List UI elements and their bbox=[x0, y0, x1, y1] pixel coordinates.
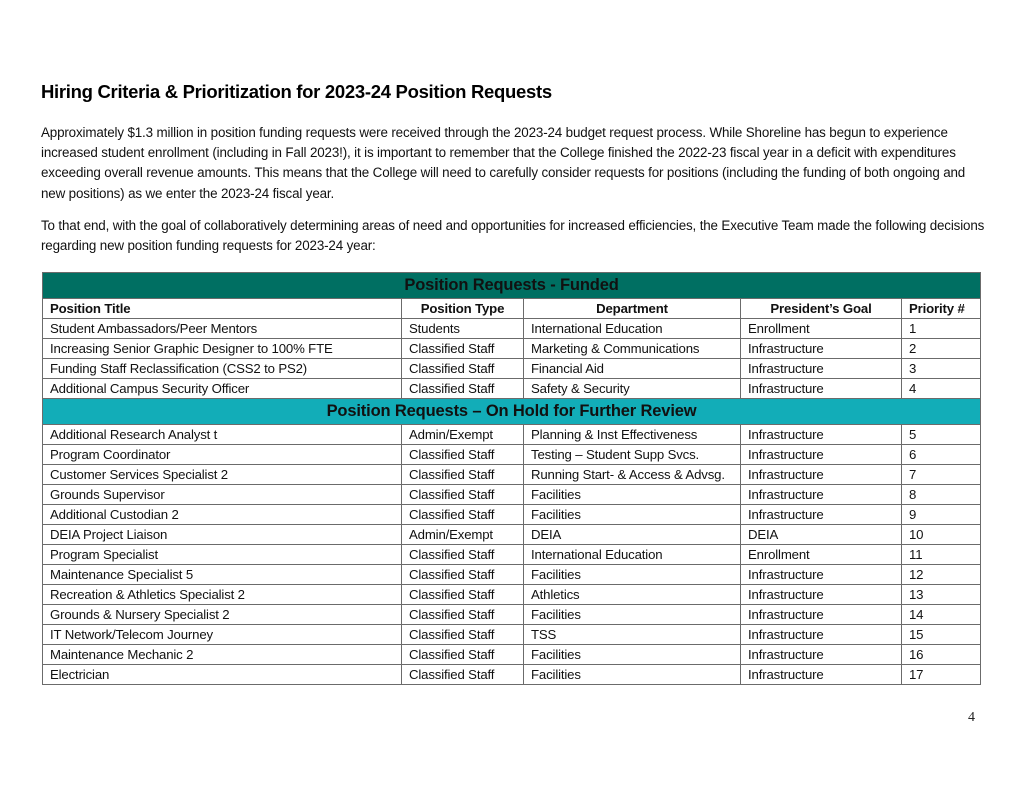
cell-presidents-goal: Infrastructure bbox=[741, 625, 902, 645]
table-row bbox=[43, 465, 981, 485]
cell-department: International Education bbox=[524, 319, 741, 339]
table-row bbox=[43, 605, 981, 625]
cell-position-title: Program Specialist bbox=[43, 545, 402, 565]
table-row bbox=[43, 665, 981, 685]
cell-position-type: Classified Staff bbox=[402, 465, 524, 485]
cell-position-type: Admin/Exempt bbox=[402, 525, 524, 545]
position-requests-table bbox=[42, 272, 981, 685]
cell-position-title: Program Coordinator bbox=[43, 445, 402, 465]
table-row bbox=[43, 379, 981, 399]
cell-position-title: Student Ambassadors/Peer Mentors bbox=[43, 319, 402, 339]
cell-department: Financial Aid bbox=[524, 359, 741, 379]
cell-position-title: IT Network/Telecom Journey bbox=[43, 625, 402, 645]
cell-priority: 17 bbox=[902, 665, 981, 685]
cell-presidents-goal: Enrollment bbox=[741, 319, 902, 339]
cell-position-title: Additional Custodian 2 bbox=[43, 505, 402, 525]
cell-department: DEIA bbox=[524, 525, 741, 545]
cell-priority: 13 bbox=[902, 585, 981, 605]
cell-department: Marketing & Communications bbox=[524, 339, 741, 359]
cell-position-type: Classified Staff bbox=[402, 339, 524, 359]
cell-priority: 11 bbox=[902, 545, 981, 565]
cell-department: Planning & Inst Effectiveness bbox=[524, 425, 741, 445]
cell-position-title: Grounds & Nursery Specialist 2 bbox=[43, 605, 402, 625]
cell-position-type: Classified Staff bbox=[402, 379, 524, 399]
cell-department: Facilities bbox=[524, 505, 741, 525]
cell-presidents-goal: Infrastructure bbox=[741, 359, 902, 379]
table-row bbox=[43, 545, 981, 565]
section-header-on-hold bbox=[43, 399, 981, 425]
column-header-presidents-goal: President’s Goal bbox=[741, 299, 902, 319]
cell-position-title: Additional Campus Security Officer bbox=[43, 379, 402, 399]
cell-department: International Education bbox=[524, 545, 741, 565]
cell-position-title: Funding Staff Reclassification (CSS2 to PS2) bbox=[43, 359, 402, 379]
cell-position-title: Grounds Supervisor bbox=[43, 485, 402, 505]
cell-presidents-goal: Infrastructure bbox=[741, 379, 902, 399]
cell-position-title: DEIA Project Liaison bbox=[43, 525, 402, 545]
table-row bbox=[43, 339, 981, 359]
cell-position-type: Classified Staff bbox=[402, 445, 524, 465]
cell-department: TSS bbox=[524, 625, 741, 645]
cell-position-type: Classified Staff bbox=[402, 665, 524, 685]
cell-position-title: Maintenance Specialist 5 bbox=[43, 565, 402, 585]
cell-department: Facilities bbox=[524, 665, 741, 685]
cell-priority: 9 bbox=[902, 505, 981, 525]
cell-presidents-goal: Infrastructure bbox=[741, 339, 902, 359]
cell-department: Facilities bbox=[524, 485, 741, 505]
intro-paragraph: Approximately $1.3 million in position funding requests were received through the 2023-24 budget request process. While Shoreline has begun to experience increased student enrollment (including in Fall 2023!), it is important to remember that the College finished the 2022-23 fiscal year in a deficit with expenditures exceeding overall revenue amounts. This means that the College will need to carefully consider requests for positions (including the funding of both ongoing and new positions) as we enter the 2023-24 fiscal year. bbox=[41, 125, 966, 201]
cell-position-type: Classified Staff bbox=[402, 505, 524, 525]
cell-position-title: Maintenance Mechanic 2 bbox=[43, 645, 402, 665]
cell-position-type: Classified Staff bbox=[402, 545, 524, 565]
table-row bbox=[43, 625, 981, 645]
cell-position-title: Additional Research Analyst t bbox=[43, 425, 402, 445]
cell-presidents-goal: Infrastructure bbox=[741, 605, 902, 625]
cell-presidents-goal: Infrastructure bbox=[741, 565, 902, 585]
cell-department: Facilities bbox=[524, 565, 741, 585]
cell-position-type: Classified Staff bbox=[402, 645, 524, 665]
cell-priority: 5 bbox=[902, 425, 981, 445]
cell-position-title: Recreation & Athletics Specialist 2 bbox=[43, 585, 402, 605]
cell-priority: 14 bbox=[902, 605, 981, 625]
table-row bbox=[43, 645, 981, 665]
table-row bbox=[43, 319, 981, 339]
table-body bbox=[43, 273, 981, 685]
cell-department: Athletics bbox=[524, 585, 741, 605]
cell-presidents-goal: Infrastructure bbox=[741, 425, 902, 445]
cell-presidents-goal: Infrastructure bbox=[741, 585, 902, 605]
cell-presidents-goal: Enrollment bbox=[741, 545, 902, 565]
cell-priority: 6 bbox=[902, 445, 981, 465]
section-heading: Position Requests - Funded bbox=[43, 273, 981, 299]
table-row bbox=[43, 585, 981, 605]
cell-position-type: Classified Staff bbox=[402, 485, 524, 505]
cell-priority: 4 bbox=[902, 379, 981, 399]
cell-priority: 1 bbox=[902, 319, 981, 339]
cell-department: Testing – Student Supp Svcs. bbox=[524, 445, 741, 465]
table-row bbox=[43, 425, 981, 445]
cell-presidents-goal: Infrastructure bbox=[741, 445, 902, 465]
cell-position-type: Admin/Exempt bbox=[402, 425, 524, 445]
cell-department: Running Start- & Access & Advsg. bbox=[524, 465, 741, 485]
cell-priority: 8 bbox=[902, 485, 981, 505]
cell-position-type: Classified Staff bbox=[402, 359, 524, 379]
cell-position-title: Customer Services Specialist 2 bbox=[43, 465, 402, 485]
cell-priority: 12 bbox=[902, 565, 981, 585]
cell-position-type: Classified Staff bbox=[402, 605, 524, 625]
table-row bbox=[43, 505, 981, 525]
table-row bbox=[43, 525, 981, 545]
table-row bbox=[43, 485, 981, 505]
cell-position-type: Classified Staff bbox=[402, 585, 524, 605]
cell-position-type: Classified Staff bbox=[402, 625, 524, 645]
column-header-priority: Priority # bbox=[902, 299, 981, 319]
cell-priority: 7 bbox=[902, 465, 981, 485]
column-header-department: Department bbox=[524, 299, 741, 319]
cell-priority: 10 bbox=[902, 525, 981, 545]
cell-department: Facilities bbox=[524, 645, 741, 665]
cell-presidents-goal: Infrastructure bbox=[741, 645, 902, 665]
table-row bbox=[43, 359, 981, 379]
cell-department: Safety & Security bbox=[524, 379, 741, 399]
column-header-row bbox=[43, 299, 981, 319]
cell-position-type: Students bbox=[402, 319, 524, 339]
cell-presidents-goal: Infrastructure bbox=[741, 665, 902, 685]
section-heading: Position Requests – On Hold for Further Review bbox=[43, 399, 981, 425]
cell-priority: 2 bbox=[902, 339, 981, 359]
column-header-position-title: Position Title bbox=[43, 299, 402, 319]
cell-priority: 3 bbox=[902, 359, 981, 379]
page-number: 4 bbox=[968, 710, 975, 725]
cell-presidents-goal: Infrastructure bbox=[741, 465, 902, 485]
cell-position-type: Classified Staff bbox=[402, 565, 524, 585]
cell-presidents-goal: DEIA bbox=[741, 525, 902, 545]
cell-presidents-goal: Infrastructure bbox=[741, 485, 902, 505]
column-header-position-type: Position Type bbox=[402, 299, 524, 319]
section-header-funded bbox=[43, 273, 981, 299]
table-row bbox=[43, 445, 981, 465]
cell-priority: 16 bbox=[902, 645, 981, 665]
cell-position-title: Increasing Senior Graphic Designer to 100% FTE bbox=[43, 339, 402, 359]
cell-presidents-goal: Infrastructure bbox=[741, 505, 902, 525]
cell-department: Facilities bbox=[524, 605, 741, 625]
table-row bbox=[43, 565, 981, 585]
cell-priority: 15 bbox=[902, 625, 981, 645]
page-title: Hiring Criteria & Prioritization for 2023-24 Position Requests bbox=[41, 81, 552, 102]
decision-paragraph: To that end, with the goal of collaboratively determining areas of need and opportunities for increased efficiencies, the Executive Team made the following decisions regarding new position funding requests for 2023-24 year: bbox=[41, 218, 985, 254]
cell-position-title: Electrician bbox=[43, 665, 402, 685]
